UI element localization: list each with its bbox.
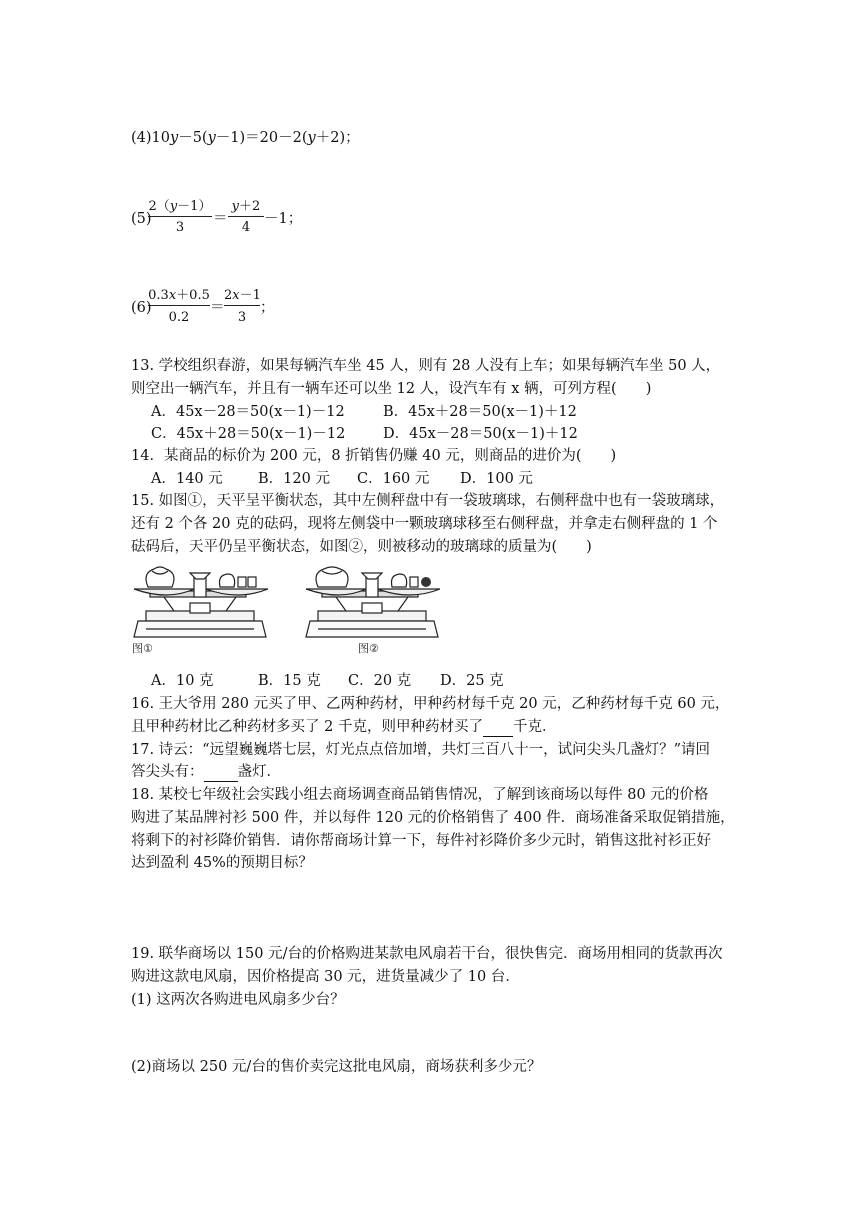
- q17-line2: 答尖头有： 盏灯．: [131, 764, 281, 780]
- fraction-bar: [228, 216, 264, 217]
- balance-scale-figure-2: [300, 563, 445, 655]
- q14-option-d: D．100 元: [460, 471, 533, 487]
- fraction-6-2-numerator: 2x－1: [224, 288, 261, 303]
- q19-line1: 19. 联华商场以 150 元/台的价格购进某款电风扇若干台，很快售完．商场用相同的货款再次: [131, 946, 723, 962]
- fraction-5-2-numerator: y＋2: [231, 199, 261, 214]
- q19-line2: 购进这款电风扇，因价格提高 30 元，进货量减少了 10 台．: [131, 969, 520, 985]
- q15-line1: 15. 如图①，天平呈平衡状态，其中左侧秤盘中有一袋玻璃球，右侧秤盘中也有一袋玻璃球，: [131, 493, 725, 509]
- q15-option-b: B．15 克: [258, 673, 321, 689]
- q13-line2: 则空出一辆汽车，并且有一辆车还可以坐 12 人，设汽车有 x 辆，可列方程( ): [131, 381, 652, 397]
- fraction-bar: [224, 305, 260, 306]
- q13-option-c: C．45x＋28＝50(x－1)－12: [151, 426, 346, 442]
- q13-option-d: D．45x－28＝50(x－1)＋12: [383, 426, 578, 442]
- fraction-5-1-denominator: 3: [175, 220, 185, 235]
- equation-4: (4)10y－5(y－1)＝20－2(y＋2)；: [131, 130, 360, 146]
- q14-option-a: A．140 元: [151, 471, 223, 487]
- q15-line2: 还有 2 个各 20 克的砝码，现将左侧袋中一颗玻璃球移至右侧秤盘，并拿走右侧秤盘的 1 个: [131, 516, 718, 532]
- q15-option-d: D．25 克: [440, 673, 504, 689]
- fraction-bar: [148, 216, 212, 217]
- q13-option-a: A．45x－28＝50(x－1)－12: [151, 404, 345, 420]
- q17-answer-blank[interactable]: [204, 767, 238, 782]
- q18-line1: 18. 某校七年级社会实践小组去商场调查商品销售情况，了解到该商场以每件 80 元的价格: [131, 787, 709, 803]
- fraction-5-2-denominator: 4: [241, 220, 251, 235]
- fraction-6-1-denominator: 0.2: [168, 310, 190, 325]
- q15-line3: 砝码后，天平仍呈平衡状态，如图②，则被移动的玻璃球的质量为( ): [131, 539, 592, 555]
- q19-part2: (2)商场以 250 元/台的售价卖完这批电风扇，商场获利多少元？: [131, 1059, 542, 1075]
- q15-option-c: C．20 克: [348, 673, 412, 689]
- q14-option-c: C．160 元: [357, 471, 430, 487]
- q18-line4: 达到盈利 45%的预期目标？: [131, 855, 313, 871]
- q18-line2: 购进了某品牌衬衫 500 件，并以每件 120 元的价格销售了 400 件．商场准备采取促销措施，: [131, 810, 735, 826]
- figure-1-label: 图①: [132, 642, 153, 655]
- fraction-6-2-denominator: 3: [237, 310, 247, 325]
- fraction-5-1-numerator: 2（y－1）: [148, 199, 212, 214]
- q18-line3: 将剩下的衬衫降价销售．请你帮商场计算一下，每件衬衫降价多少元时，销售这批衬衫正好: [131, 833, 711, 849]
- q16-line1: 16. 王大爷用 280 元买了甲、乙两种药材，甲种药材每千克 20 元，乙种药材每千克 60 元，: [131, 696, 730, 712]
- q17-line1: 17. 诗云：“远望巍巍塔七层，灯光点点倍加增，共灯三百八十一，试问尖头几盏灯？”请回: [131, 742, 710, 758]
- q16-answer-blank[interactable]: [483, 722, 513, 737]
- q13-line1: 13. 学校组织春游，如果每辆汽车坐 45 人，则有 28 人没有上车；如果每辆汽车坐 50 人，: [131, 358, 721, 374]
- balance-scale-figure-1: [128, 563, 273, 655]
- q19-part1: (1) 这两次各购进电风扇多少台？: [131, 992, 345, 1008]
- fraction-6-1-numerator: 0.3x＋0.5: [148, 288, 210, 303]
- q14-text: 14．某商品的标价为 200 元，8 折销售仍赚 40 元，则商品的进价为( ): [131, 448, 617, 464]
- figure-2-label: 图②: [358, 642, 379, 655]
- fraction-bar: [148, 305, 210, 306]
- q14-option-b: B．120 元: [258, 471, 330, 487]
- q13-option-b: B．45x＋28＝50(x－1)＋12: [383, 404, 577, 420]
- q15-option-a: A．10 克: [151, 673, 214, 689]
- q16-line2: 且甲种药材比乙种药材多买了 2 千克，则甲种药材买了 千克．: [131, 719, 557, 735]
